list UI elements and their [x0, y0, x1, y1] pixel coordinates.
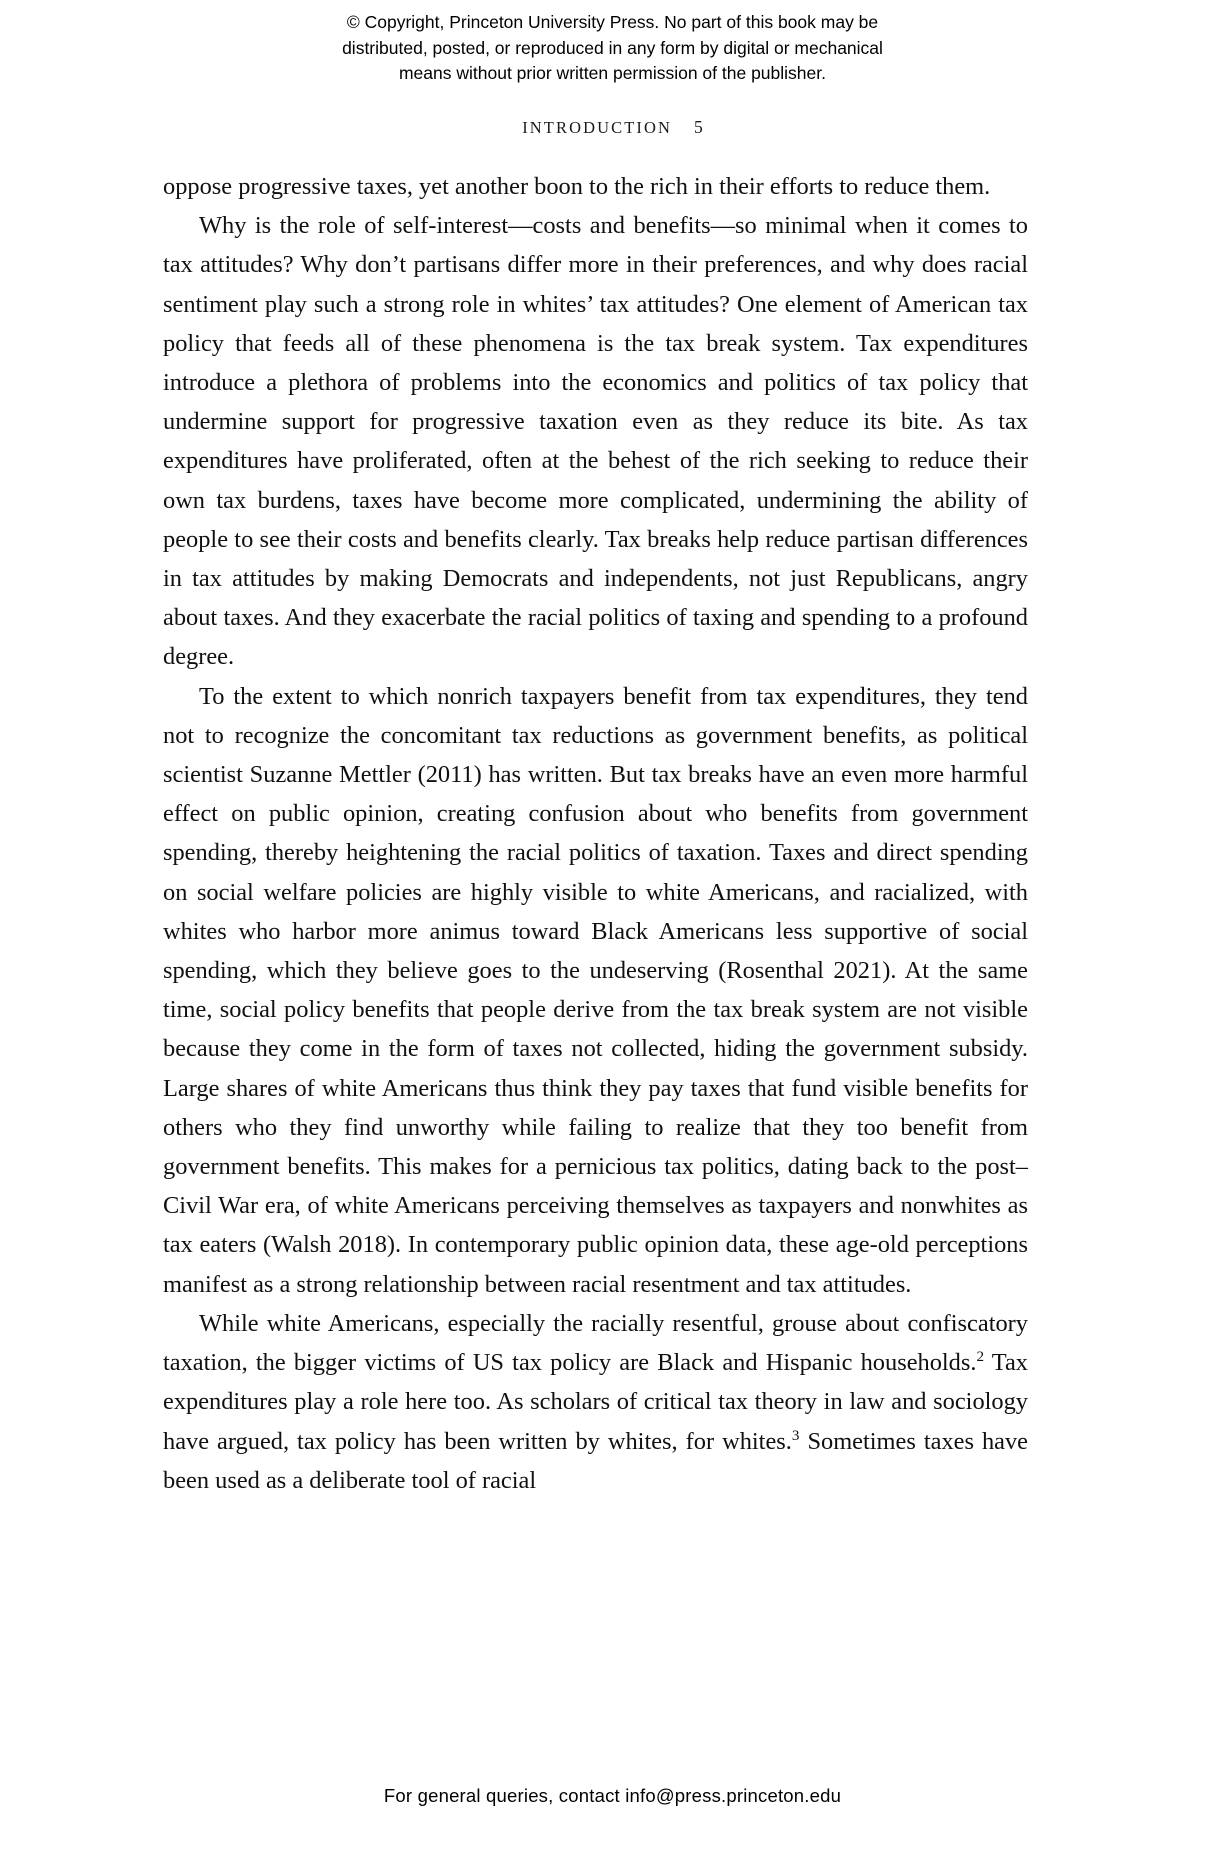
- page-number: 5: [694, 117, 703, 137]
- paragraph-2: Why is the role of self-interest—costs and benefits—so minimal when it comes to tax attitudes? Why don’t partisans differ more in their preferences, and why does racial sentiment play such a strong role in whites’ tax attitudes? One element of American tax policy that feeds all of these phenomena is the tax break system. Tax expenditures introduce a plethora of problems into the economics and politics of tax policy that undermine support for progressive taxation even as they reduce its bite. As tax expenditures have proliferated, often at the behest of the rich seeking to reduce their own tax burdens, taxes have become more complicated, undermining the ability of people to see their costs and benefits clearly. Tax breaks help reduce partisan differences in tax attitudes by making Democrats and independents, not just Republicans, angry about taxes. And they exacerbate the racial politics of taxing and spending to a profound degree.: [163, 212, 1028, 671]
- paragraph-4-segment-2: Tax expenditures play a role here too. As scholars of critical tax theory in law and sociology have argued, tax policy has been written by whites, for whites.: [163, 1349, 1028, 1455]
- copyright-notice: [0, 10, 1225, 87]
- copyright-line-3: means without prior written permission of the publisher.: [398, 63, 826, 83]
- paragraph-4: [163, 1304, 1028, 1500]
- copyright-line-2: distributed, posted, or reproduced in any form by digital or mechanical: [342, 37, 883, 58]
- copyright-line-1: © Copyright, Princeton University Press. No part of this book may be: [346, 12, 879, 32]
- paragraph-3: To the extent to which nonrich taxpayers benefit from tax expenditures, they tend not to recognize the concomitant tax reductions as government benefits, as political scientist Suzanne Mettler (2011) has written. But tax breaks have an even more harmful effect on public opinion, creating confusion about who benefits from government spending, thereby heightening the racial politics of taxation. Taxes and direct spending on social welfare policies are highly visible to white Americans, and racialized, with whites who harbor more animus toward Black Americans less supportive of social spending, which they believe goes to the undeserving (Rosenthal 2021). At the same time, social policy benefits that people derive from the tax break system are not visible because they come in the form of taxes not collected, hiding the government subsidy. Large shares of white Americans thus think they pay taxes that fund visible benefits for others who they find unworthy while failing to realize that they too benefit from government benefits. This makes for a pernicious tax politics, dating back to the post–Civil War era, of white Americans perceiving themselves as taxpayers and nonwhites as tax eaters (Walsh 2018). In contemporary public opinion data, these age-old perceptions manifest as a strong relationship between racial resentment and tax attitudes.: [163, 682, 1028, 1298]
- paragraph-4-segment-1: While white Americans, especially the racially resentful, grouse about confiscatory taxation, the bigger victims of US tax policy are Black and Hispanic households.: [163, 1309, 1028, 1377]
- paragraph-1: oppose progressive taxes, yet another boon to the rich in their efforts to reduce them.: [163, 173, 991, 200]
- footer-queries-notice: For general queries, contact info@press.princeton.edu: [383, 1785, 842, 1806]
- body-text: [163, 167, 1028, 1500]
- footnote-marker-2: 2: [976, 1348, 985, 1365]
- running-head: [0, 117, 1225, 138]
- paragraph-4-segment-3: Sometimes taxes have been used as a deliberate tool of racial: [163, 1427, 1028, 1494]
- running-head-title: INTRODUCTION: [522, 118, 673, 137]
- footnote-marker-3: 3: [791, 1427, 800, 1444]
